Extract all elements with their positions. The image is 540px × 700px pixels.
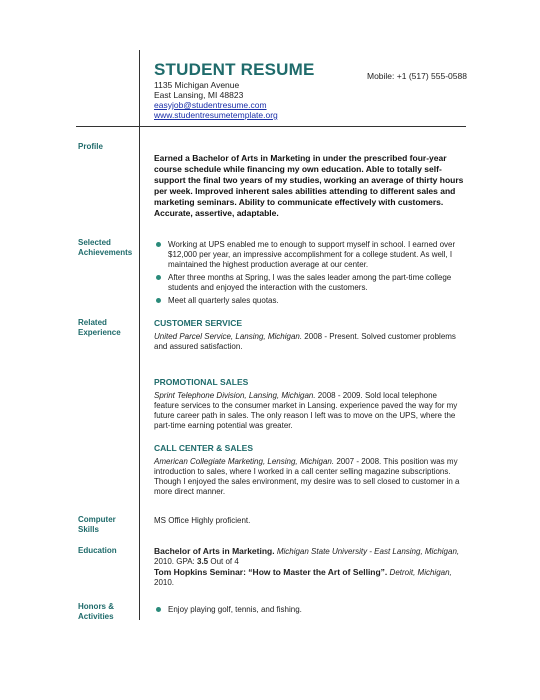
experience-description: 2007 - 2008. This position was my introduction to sales, where I worked in a call center selling magazine subscriptions. Though I enjoyed the sales environment, my desire was to sell closed to customer in a more direct manner. (154, 457, 460, 496)
label-honors (78, 602, 114, 622)
experience-description: 2008 - Present. Solved customer problems and assured satisfaction. (154, 332, 456, 351)
list-item (154, 296, 464, 306)
list-item (154, 605, 464, 615)
vertical-divider (139, 50, 140, 620)
experience-employer: American Collegiate Marketing, Lensing, Michigan. (154, 457, 335, 466)
email-link[interactable]: easyjob@studentresume.com (154, 100, 267, 110)
bullet-icon (156, 607, 161, 612)
experience-details (154, 332, 464, 352)
education-gpa: 3.5 (197, 557, 209, 566)
experience-heading: CALL CENTER & SALES (154, 443, 254, 453)
achievements-list (154, 240, 464, 309)
bullet-icon (156, 275, 161, 280)
mobile-number: Mobile: +1 (517) 555-0588 (367, 71, 467, 81)
experience-description: 2008 - 2009. Sold local telephone feature services to the consumer market in Lansing. experience paved the way for my future career path in sales. The only reason I left was to move on the UPS, where the part-time earning potential was greater. (154, 391, 458, 430)
education-seminar-line (154, 567, 464, 588)
experience-heading: PROMOTIONAL SALES (154, 377, 249, 387)
label-profile (78, 142, 103, 152)
label-skills (78, 515, 116, 535)
education-year: 2010. GPA: (154, 557, 197, 566)
experience-heading: CUSTOMER SERVICE (154, 318, 243, 328)
experience-employer: United Parcel Service, Lansing, Michigan. (154, 332, 303, 341)
label-experience (78, 318, 121, 338)
achievement-text: Working at UPS enabled me to enough to support myself in school. I earned over $12,000 per year, an impressive accomplishment for a college student. As well, I maintained the highest production average at our center. (168, 240, 456, 269)
skills-text: MS Office Highly proficient. (154, 516, 251, 525)
achievement-text: Meet all quarterly sales quotas. (168, 296, 279, 305)
list-item (154, 240, 464, 270)
label-experience-line-1: Related (78, 318, 107, 327)
label-profile-text: Profile (78, 142, 103, 151)
label-achievements-line-1: Selected (78, 238, 111, 247)
experience-details (154, 391, 464, 431)
label-honors-line-2: Activities (78, 612, 114, 621)
achievement-text: After three months at Spring, I was the sales leader among the part-time college students and enjoyed the interaction with the customers. (168, 273, 452, 292)
education-degree: Bachelor of Arts in Marketing. (154, 546, 275, 556)
education-seminar-place: Detroit, Michigan, (387, 568, 452, 577)
experience-item-1 (154, 318, 464, 352)
education-school: Michigan State University - East Lansing, Michigan, (274, 547, 460, 556)
education-block (154, 546, 464, 588)
experience-employer: Sprint Telephone Division, Lansing, Michigan. (154, 391, 316, 400)
education-gpa-scale: Out of 4 (208, 557, 239, 566)
address-line-1: 1135 Michigan Avenue (154, 80, 240, 90)
resume-title: STUDENT RESUME (154, 60, 315, 79)
label-achievements (78, 238, 132, 258)
horizontal-divider (76, 126, 466, 127)
education-degree-line (154, 546, 464, 567)
experience-item-3 (154, 443, 464, 497)
label-honors-line-1: Honors & (78, 602, 114, 611)
bullet-icon (156, 242, 161, 247)
label-experience-line-2: Experience (78, 328, 121, 337)
website-link[interactable]: www.studentresumetemplate.org (154, 110, 278, 120)
label-achievements-line-2: Achievements (78, 248, 133, 257)
profile-text: Earned a Bachelor of Arts in Marketing in under the prescribed four-year course schedule while financing my own education. Able to totally self-support the final two years of my studies, working an average of thirty hours per week. Improved inherent sales abilities attending to different sales and marketing seminars. Ability to communicate effectively with customers. Accurate, assertive, adaptable. (154, 153, 464, 218)
experience-details (154, 457, 464, 497)
label-skills-line-1: Computer (78, 515, 116, 524)
label-skills-line-2: Skills (78, 525, 99, 534)
education-seminar-year: 2010. (154, 578, 175, 587)
honors-list (154, 605, 464, 618)
contact-block (154, 80, 278, 120)
list-item (154, 273, 464, 293)
label-education (78, 546, 117, 556)
bullet-icon (156, 298, 161, 303)
experience-item-2 (154, 377, 464, 431)
honor-text: Enjoy playing golf, tennis, and fishing. (168, 605, 302, 614)
education-seminar: Tom Hopkins Seminar: “How to Master the Art of Selling”. (154, 567, 388, 577)
address-line-2: East Lansing, MI 48823 (154, 90, 244, 100)
label-education-text: Education (78, 546, 117, 555)
